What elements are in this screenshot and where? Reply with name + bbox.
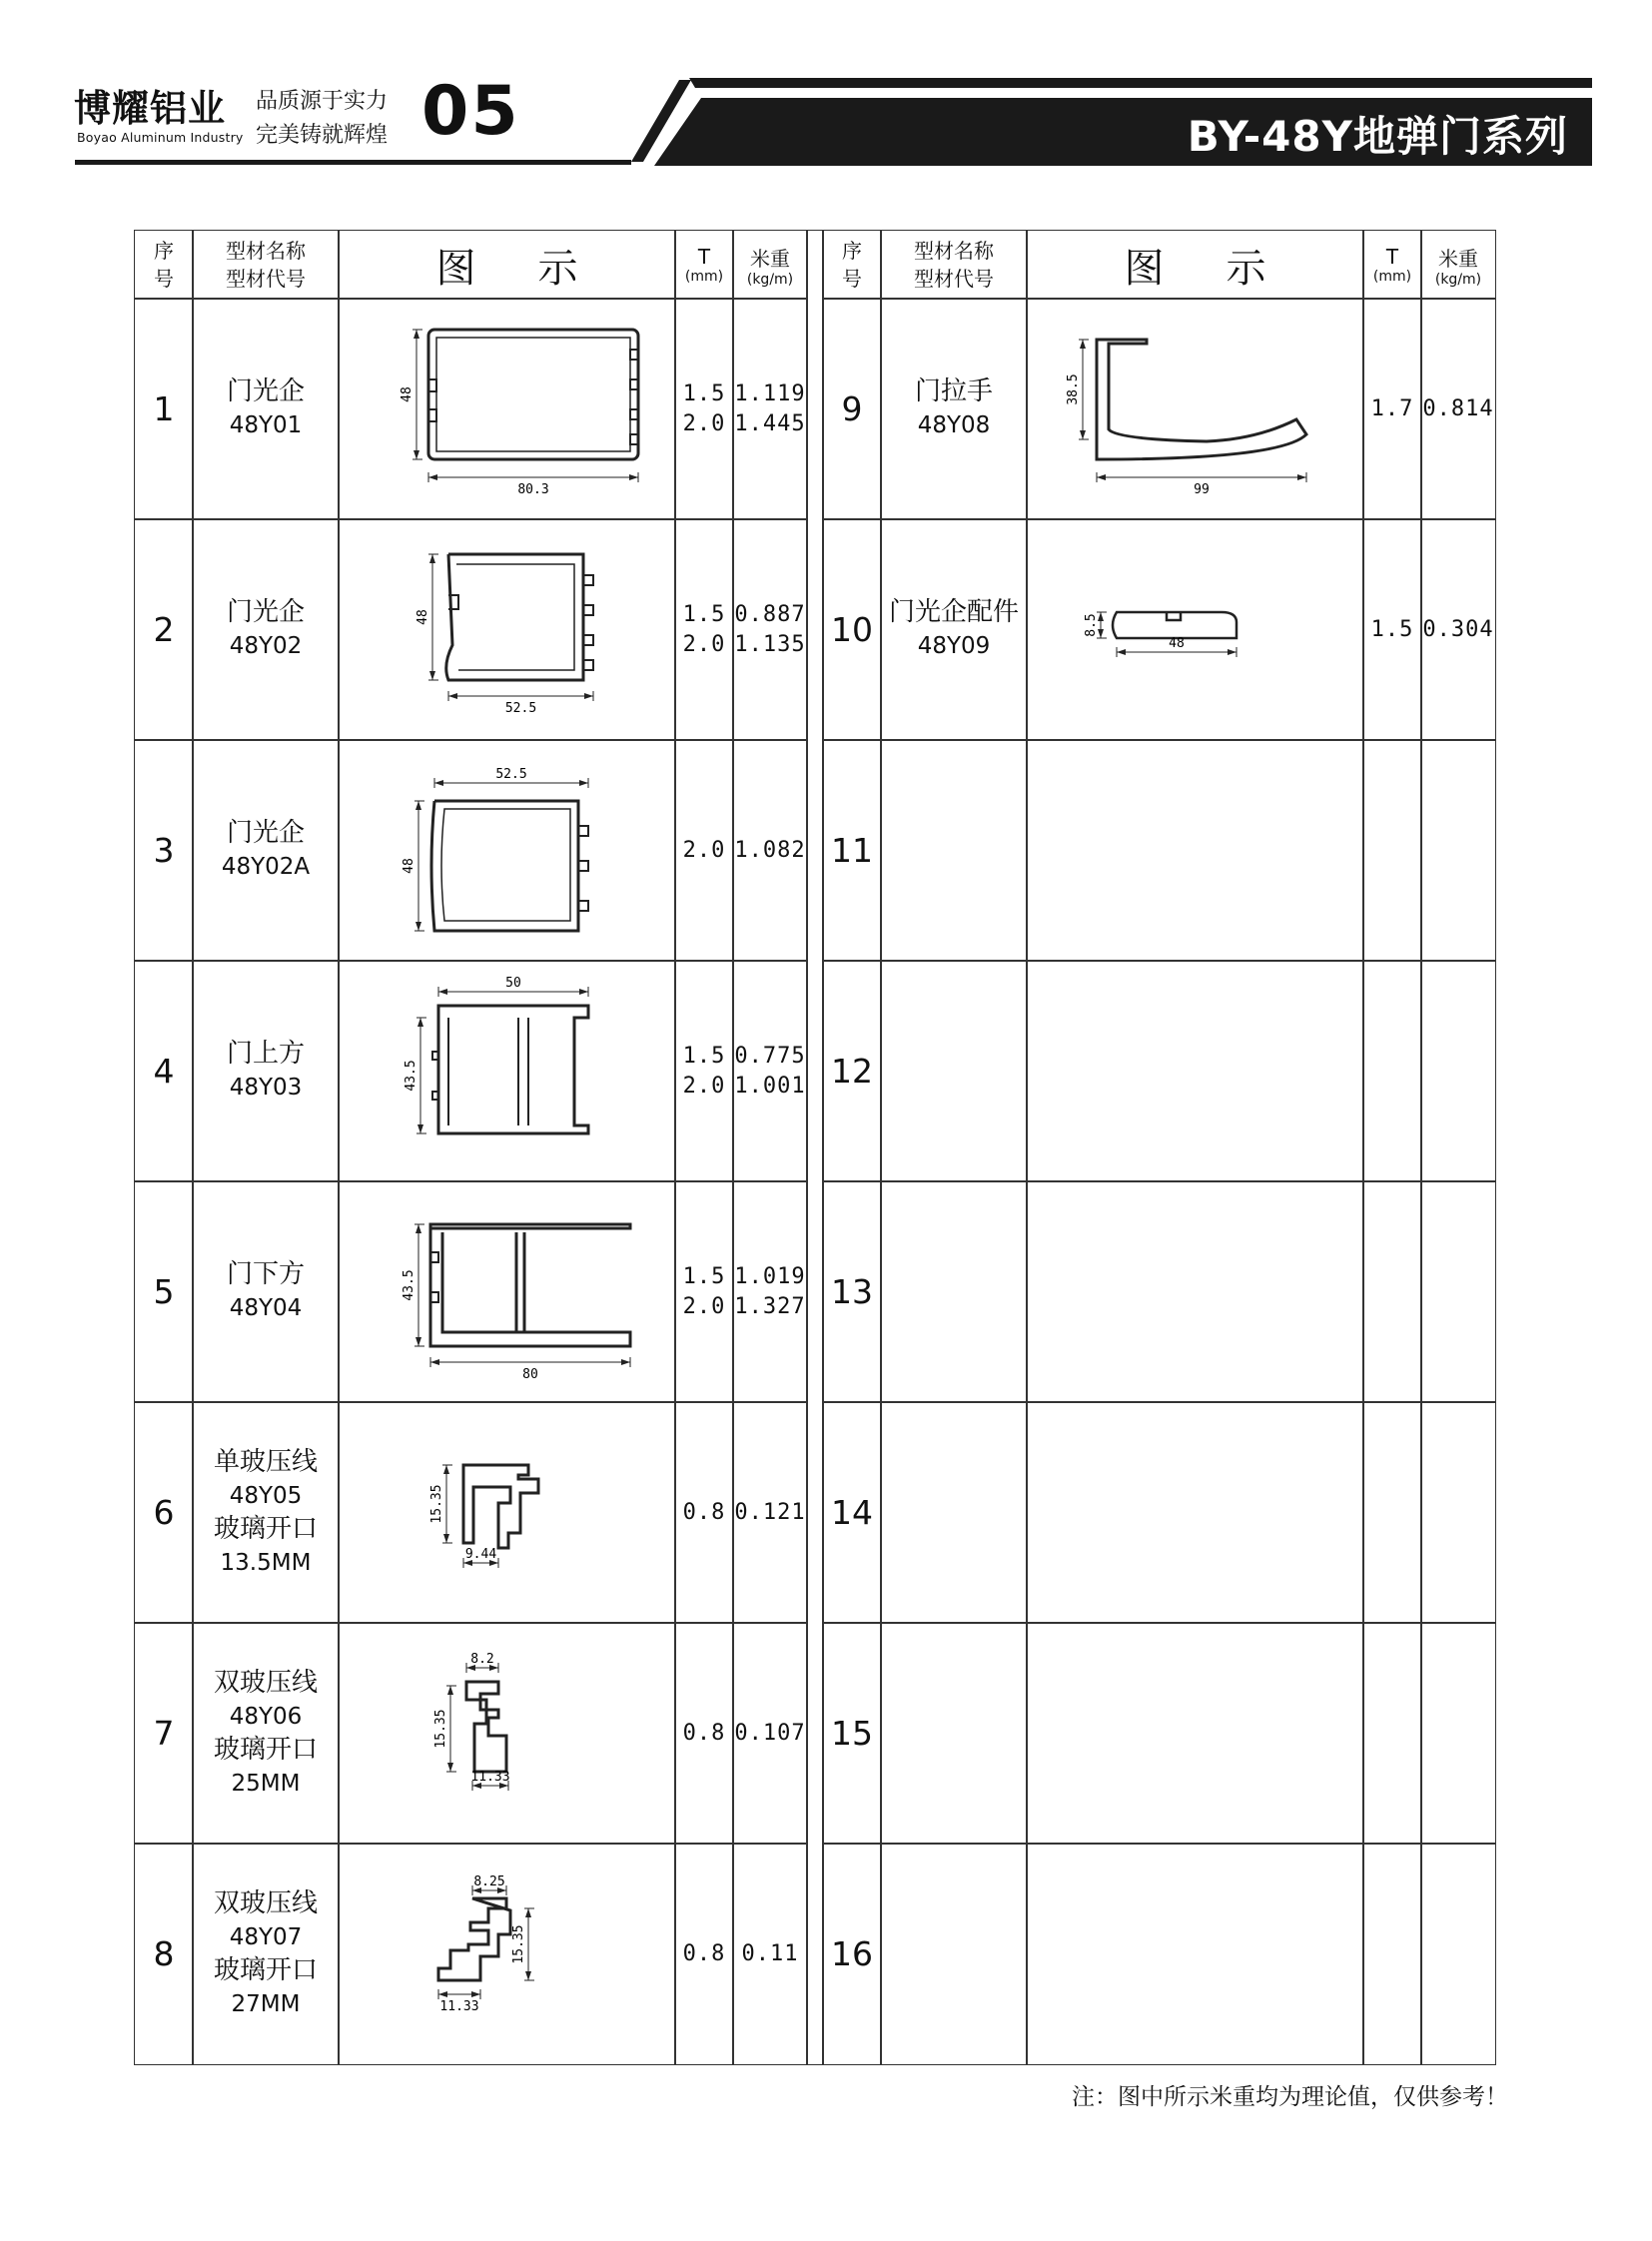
thickness-value: 1.5 [682,601,726,627]
profile-code: 48Y09 [917,633,991,659]
weight-values [734,600,805,660]
thickness-values [683,836,726,866]
profile-cross-section-drawing [1027,300,1363,518]
thickness-cell [1362,739,1422,962]
svg-text:8.25: 8.25 [473,1874,505,1889]
profile-name-cell [192,518,340,741]
row-number-cell [134,1843,194,2065]
weight-cell [1420,1180,1496,1403]
profile-code: 48Y02 [229,633,303,659]
profile-cross-section-drawing [339,741,675,960]
thickness-cell [1362,1180,1422,1403]
profile-name: 门下方 [226,1259,305,1289]
weight-value: 0.121 [734,1499,806,1525]
profile-drawing-cell [338,1622,676,1845]
weight-values [734,379,805,439]
row-number: 15 [831,1714,873,1753]
thickness-value: 2.0 [682,1293,726,1319]
weight-value: 1.019 [734,1263,806,1289]
row-number: 14 [831,1493,873,1532]
profile-name-cell [880,960,1028,1182]
profile-code: 48Y08 [917,412,991,438]
svg-text:11.33: 11.33 [439,1999,479,2014]
row-number-cell [822,1180,882,1403]
row-number-cell [822,960,882,1182]
row-number-cell [822,518,882,741]
thickness-value: 0.8 [682,1720,726,1746]
row-number: 8 [153,1934,175,1973]
svg-text:48: 48 [402,858,416,874]
profile-drawing-cell [1026,1843,1364,2065]
header-drawing-label: 图示 [435,245,640,292]
row-number: 9 [841,389,863,428]
thickness-cell [1362,1401,1422,1624]
weight-values [734,1042,805,1102]
weight-cell [1420,960,1496,1182]
header-weight-text: 米重 [750,246,790,271]
row-number: 12 [831,1052,873,1091]
thickness-cell [1362,1622,1422,1845]
header-t-label: T [1385,245,1399,269]
profile-drawing-cell [1026,960,1364,1182]
thickness-values [683,600,726,660]
thickness-values [683,1498,726,1528]
thickness-cell [674,1401,734,1624]
row-number: 13 [831,1272,873,1311]
glass-opening-size: 27MM [231,1990,301,2017]
weight-value: 0.304 [1422,616,1494,642]
profile-cross-section-drawing [339,1403,675,1622]
row-number-cell [134,1622,194,1845]
thickness-cell [1362,298,1422,520]
profile-name-cell [880,1622,1028,1845]
svg-text:15.35: 15.35 [433,1709,448,1749]
header-thickness [1362,230,1422,300]
footnote: 注：图中所示米重均为理论值，仅供参考！ [1072,2084,1508,2110]
svg-text:8.5: 8.5 [1084,613,1099,637]
weight-value: 1.135 [734,631,806,657]
profile-name-cell [192,1180,340,1403]
row-number: 2 [153,610,175,649]
header-name-label [914,237,994,293]
header-no-label [842,237,862,293]
profile-name: 单玻压线 [213,1446,318,1477]
svg-text:99: 99 [1194,482,1210,497]
brand-name: 博耀铝业 [74,87,226,130]
header-no-line1: 序 [842,239,862,263]
weight-value: 1.082 [734,837,806,863]
svg-text:80: 80 [522,1367,538,1382]
header-no [134,230,194,300]
weight-cell [732,1622,808,1845]
slogan-line-1: 品质源于实力 [256,89,389,114]
header-name-line1: 型材名称 [226,239,306,263]
weight-cell [1420,298,1496,520]
header-t-unit: (mm) [1372,269,1412,285]
profile-code: 48Y07 [229,1923,303,1950]
profile-name-cell [192,298,340,520]
thickness-value: 2.0 [682,1073,726,1099]
svg-text:8.2: 8.2 [470,1652,494,1667]
header-weight-unit: (kg/m) [746,271,794,288]
weight-value: 0.107 [734,1720,806,1746]
header-no-label [154,237,174,293]
glass-opening-label: 玻璃开口 [213,1954,318,1985]
series-title: BY-48Y地弹门系列 [1187,112,1568,161]
profile-drawing-cell [1026,739,1364,962]
header-name-line1: 型材名称 [914,239,994,263]
thickness-values [683,1262,726,1322]
weight-value: 1.445 [734,410,806,436]
weight-cell [732,518,808,741]
profile-name-block [222,817,310,884]
header-drawing [1026,230,1364,300]
profile-name: 门光企 [226,376,305,406]
svg-text:48: 48 [415,609,430,625]
svg-text:52.5: 52.5 [495,767,527,782]
profile-drawing-cell [338,298,676,520]
profile-name-block [214,1667,318,1801]
profile-drawing-cell [1026,518,1364,741]
weight-cell [732,739,808,962]
profile-name: 门拉手 [914,376,993,406]
thickness-cell [674,298,734,520]
svg-text:48: 48 [1169,636,1185,651]
profile-name-cell [192,1843,340,2065]
thickness-cell [1362,960,1422,1182]
brand-name-en: Boyao Aluminum Industry [77,130,244,145]
row-number-cell [134,960,194,1182]
thickness-value: 0.8 [682,1499,726,1525]
thickness-value: 2.0 [682,837,726,863]
profile-cross-section-drawing [339,1624,675,1843]
thickness-values [1371,615,1414,645]
header-name [880,230,1028,300]
column-divider-gap [806,230,824,2065]
profile-cross-section-drawing [339,300,675,518]
weight-values [734,1719,805,1749]
svg-text:50: 50 [505,976,521,991]
row-number-cell [134,518,194,741]
thickness-values [683,1939,726,1969]
glass-opening-label: 玻璃开口 [213,1734,318,1765]
svg-text:38.5: 38.5 [1066,374,1081,405]
profile-code: 48Y04 [229,1295,303,1321]
profile-drawing-cell [338,1180,676,1403]
profile-drawing-cell [338,1401,676,1624]
header-drawing-label: 图示 [1124,245,1328,292]
weight-cell [732,298,808,520]
profile-drawing-cell [338,1843,676,2065]
header-weight-unit: (kg/m) [1434,271,1482,288]
profile-name-cell [880,298,1028,520]
thickness-cell [1362,518,1422,741]
weight-value: 0.775 [734,1043,806,1069]
row-number: 7 [153,1714,175,1753]
glass-opening-size: 13.5MM [220,1549,312,1576]
row-number-cell [822,1622,882,1845]
thickness-values [1371,394,1414,424]
header-weight [1420,230,1496,300]
profile-name-cell [880,1401,1028,1624]
row-number-cell [134,739,194,962]
weight-cell [732,960,808,1182]
row-number-cell [134,298,194,520]
svg-text:15.35: 15.35 [511,1924,526,1964]
glass-opening-label: 玻璃开口 [213,1513,318,1544]
thickness-cell [674,960,734,1182]
svg-text:80.3: 80.3 [517,482,549,497]
svg-text:52.5: 52.5 [504,701,537,716]
profile-cross-section-drawing [339,1182,675,1401]
profile-drawing-cell [1026,1180,1364,1403]
profile-drawing-cell [338,518,676,741]
weight-cell [732,1401,808,1624]
thickness-value: 1.5 [682,1263,726,1289]
header-name [192,230,340,300]
weight-cell [1420,1843,1496,2065]
glass-opening-size: 25MM [231,1770,301,1797]
profile-name-cell [880,518,1028,741]
svg-text:48: 48 [400,386,414,402]
row-number-cell [134,1401,194,1624]
thickness-value: 1.5 [682,1043,726,1069]
profile-name: 双玻压线 [213,1667,318,1698]
profile-name: 门光企配件 [888,597,1019,627]
thickness-value: 0.8 [682,1940,726,1966]
profile-name-cell [880,739,1028,962]
weight-values [742,1939,799,1969]
profile-name-block [889,596,1019,663]
profile-cross-section-drawing [1027,520,1363,739]
weight-cell [1420,518,1496,741]
header-t-label: T [697,245,711,269]
row-number: 4 [153,1052,175,1091]
header-name-label [226,237,306,293]
profile-cross-section-drawing [339,1845,675,2063]
profile-code: 48Y03 [229,1075,303,1101]
header-t-unit: (mm) [684,269,724,285]
row-number-cell [822,298,882,520]
thickness-cell [674,1622,734,1845]
profile-name-cell [192,1401,340,1624]
header-no-line2: 号 [154,267,174,291]
thickness-values [683,1042,726,1102]
thickness-value: 2.0 [682,631,726,657]
profile-name-block [214,1887,318,2021]
profile-code: 48Y02A [221,854,311,880]
header-drawing [338,230,676,300]
profile-name: 门光企 [226,818,305,848]
profile-name: 门光企 [226,597,305,627]
header-weight [732,230,808,300]
header-weight-label [747,243,793,288]
weight-cell [1420,1401,1496,1624]
header-thickness-label [685,245,723,285]
row-number-cell [822,739,882,962]
thickness-values [683,1719,726,1749]
row-number: 11 [831,831,873,870]
row-number: 10 [831,610,873,649]
profile-name-cell [880,1180,1028,1403]
profile-drawing-cell [338,739,676,962]
header-no [822,230,882,300]
weight-value: 1.001 [734,1073,806,1099]
weight-value: 1.327 [734,1293,806,1319]
thickness-cell [674,1843,734,2065]
header-no-line1: 序 [154,239,174,263]
page-header [0,0,1652,180]
svg-text:43.5: 43.5 [404,1060,418,1092]
header-thickness [674,230,734,300]
row-number: 6 [153,1493,175,1532]
profile-drawing-cell [1026,1622,1364,1845]
weight-cell [1420,1622,1496,1845]
weight-values [1422,394,1493,424]
weight-values [1422,615,1493,645]
page-number: 05 [421,72,520,151]
thickness-cell [674,1180,734,1403]
profile-name-cell [192,1622,340,1845]
profile-name: 双玻压线 [213,1887,318,1918]
header-no-line2: 号 [842,267,862,291]
profile-drawing-cell [1026,298,1364,520]
profile-name-cell [880,1843,1028,2065]
thickness-value: 1.5 [682,380,726,406]
thickness-cell [674,518,734,741]
profile-drawing-cell [338,960,676,1182]
profile-code: 48Y05 [229,1482,303,1509]
profile-name-block [227,1258,305,1325]
profile-name-block [227,596,305,663]
row-number-cell [822,1401,882,1624]
weight-value: 0.814 [1422,395,1494,421]
svg-text:11.33: 11.33 [470,1770,510,1785]
weight-values [734,1498,805,1528]
profile-code: 48Y01 [229,412,303,438]
profile-name-block [227,1038,305,1105]
thickness-cell [674,739,734,962]
profile-name-block [214,1446,318,1580]
header-weight-label [1435,243,1481,288]
row-number: 1 [153,389,175,428]
header-name-line2: 型材代号 [226,267,306,291]
thickness-value: 1.7 [1370,395,1414,421]
weight-value: 1.119 [734,380,806,406]
profile-name-block [227,375,305,442]
weight-cell [732,1843,808,2065]
row-number: 3 [153,831,175,870]
svg-text:43.5: 43.5 [402,1269,416,1301]
weight-values [734,836,805,866]
profile-cross-section-drawing [339,520,675,739]
slogan-line-2: 完美铸就辉煌 [256,123,389,148]
profile-name-block [915,375,993,442]
thickness-values [683,379,726,439]
svg-text:15.35: 15.35 [429,1484,444,1524]
profile-drawing-cell [1026,1401,1364,1624]
thickness-cell [1362,1843,1422,2065]
weight-cell [732,1180,808,1403]
weight-value: 0.887 [734,601,806,627]
row-number: 5 [153,1272,175,1311]
svg-text:9.44: 9.44 [464,1547,497,1562]
header-weight-text: 米重 [1438,246,1478,271]
weight-values [734,1262,805,1322]
profile-cross-section-drawing [339,962,675,1180]
row-number: 16 [831,1934,873,1973]
profile-name-cell [192,960,340,1182]
profile-name: 门上方 [226,1039,305,1069]
weight-cell [1420,739,1496,962]
thickness-value: 2.0 [682,410,726,436]
profile-name-cell [192,739,340,962]
header-thickness-label [1373,245,1411,285]
header-name-line2: 型材代号 [914,267,994,291]
profile-code: 48Y06 [229,1703,303,1730]
row-number-cell [822,1843,882,2065]
thickness-value: 1.5 [1370,616,1414,642]
row-number-cell [134,1180,194,1403]
weight-value: 0.11 [741,1940,799,1966]
